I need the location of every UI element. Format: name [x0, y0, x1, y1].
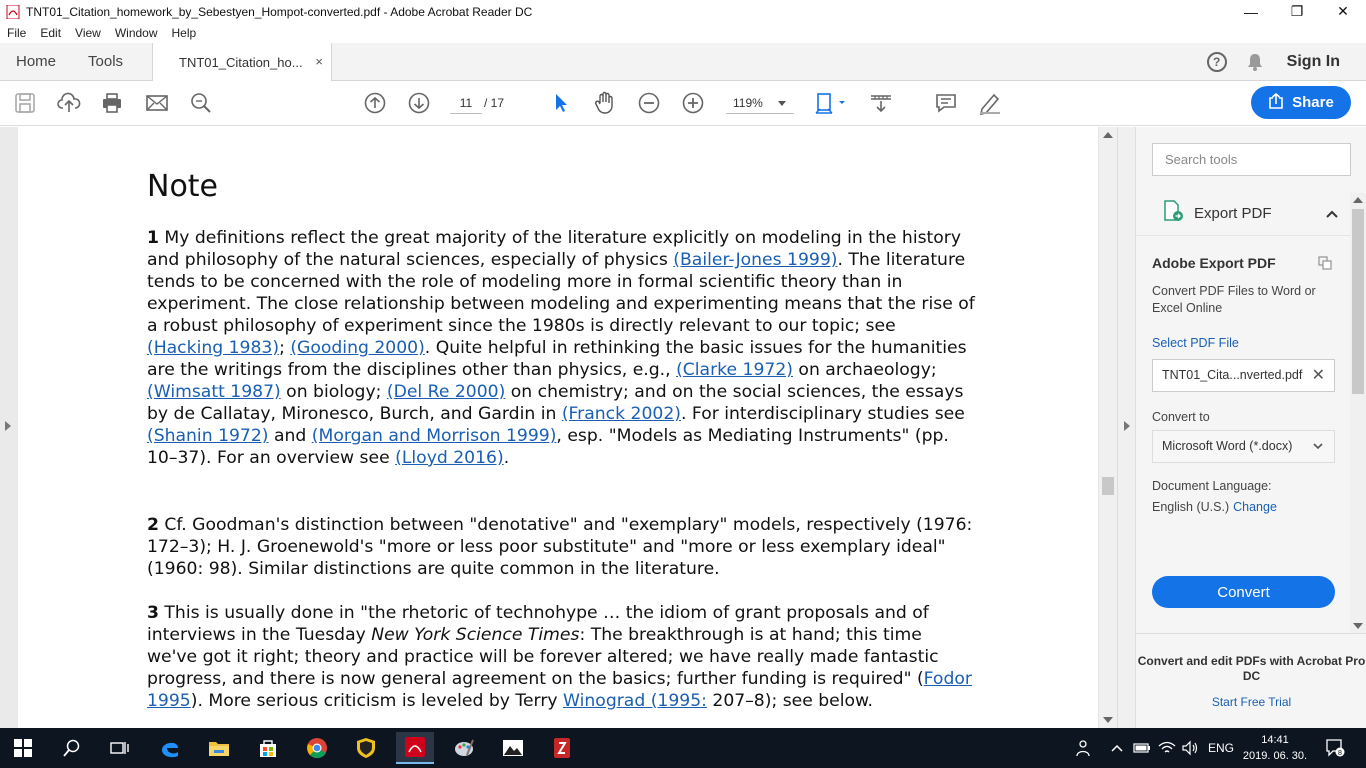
file-explorer-icon[interactable]	[200, 732, 238, 764]
toolbar	[0, 81, 1366, 126]
citation-link[interactable]: (Hacking 1983)	[147, 338, 280, 358]
help-icon[interactable]: ?	[1207, 52, 1227, 72]
windows-start-icon[interactable]	[4, 732, 42, 764]
chevron-right-icon	[5, 421, 11, 431]
scroll-down-arrow[interactable]	[1103, 717, 1113, 723]
right-pane-toggle[interactable]	[1117, 127, 1135, 728]
battery-icon[interactable]	[1133, 728, 1151, 768]
action-center-icon[interactable]	[1325, 738, 1345, 758]
select-pdf-file-link[interactable]: Select PDF File	[1152, 336, 1239, 350]
start-free-trial-link[interactable]: Start Free Trial	[1211, 695, 1292, 709]
people-icon[interactable]	[1073, 728, 1091, 768]
edge-browser-icon[interactable]	[151, 732, 189, 764]
minimize-button[interactable]: —	[1244, 3, 1258, 20]
export-pdf-label: Export PDF	[1194, 204, 1272, 222]
wifi-icon[interactable]	[1158, 728, 1176, 768]
close-button[interactable]: ✕	[1337, 3, 1349, 19]
select-cursor-icon[interactable]	[549, 91, 573, 115]
note-paragraph: 2 Cf. Goodman's distinction between "denotative" and "exemplary" models, respectively (1976: 172–3); H. J. Groenewold's "more or less poor substitute" and "more or less exemplary ideal" (1960: 98). Similar distinctions are quite common in the literature.	[147, 515, 973, 579]
citation-link[interactable]: (Lloyd 2016)	[395, 448, 504, 468]
menu-view[interactable]: View	[75, 26, 101, 40]
format-select[interactable]	[1152, 430, 1335, 463]
notification-count: 8	[1338, 750, 1342, 757]
export-description: Convert PDF Files to Word or Excel Online	[1152, 284, 1316, 315]
citation-link[interactable]: (Del Re 2000)	[386, 382, 506, 402]
close-tab-icon[interactable]: ×	[315, 54, 323, 69]
note-paragraph: 3 This is usually done in "the rhetoric of technohype … the idiom of grant proposals and of interviews in the Tuesday New York Science Times: The breakthrough is at hand; this time we've got it right; theory and practice will be forever altered; we have really made fantastic progress, and there is now general agreement on the basics; further funding is required" (Fodor 1995). More serious criticism is leveled by Terry Winograd (1995: 207–8); see below.	[147, 603, 972, 711]
format-value: Microsoft Word (*.docx)	[1162, 439, 1293, 453]
chevron-right-icon	[1124, 421, 1130, 431]
citation-link[interactable]: (Bailer-Jones 1999)	[673, 250, 838, 270]
window-title: TNT01_Citation_homework_by_Sebestyen_Hompot-converted.pdf - Adobe Acrobat Reader DC	[26, 4, 533, 19]
menu-bar	[0, 23, 1366, 43]
title-bar	[0, 0, 1366, 23]
copy-icon[interactable]	[1318, 256, 1332, 270]
hand-tool-icon[interactable]	[593, 91, 617, 115]
note-number: 2	[147, 515, 159, 535]
scroll-thumb[interactable]	[1352, 209, 1364, 394]
print-icon[interactable]	[100, 91, 124, 115]
system-clock[interactable]	[1240, 732, 1310, 764]
zoom-select[interactable]	[726, 92, 794, 114]
windows-taskbar	[0, 728, 1366, 768]
selected-file-name: TNT01_Cita...nverted.pdf	[1162, 368, 1303, 382]
scroll-thumb[interactable]	[1102, 477, 1114, 495]
citation-link[interactable]: (Morgan and Morrison 1999)	[311, 426, 557, 446]
export-title: Adobe Export PDF	[1152, 255, 1276, 271]
paint-palette-icon[interactable]	[445, 732, 483, 764]
acrobat-icon	[6, 5, 20, 19]
menu-file[interactable]: File	[7, 26, 27, 40]
language-value: English (U.S.)	[1152, 500, 1230, 514]
citation-link[interactable]: Fodor 1995	[147, 669, 972, 711]
citation-link[interactable]: (Clarke 1972)	[676, 360, 793, 380]
chevron-down-icon	[1312, 431, 1324, 462]
winrar-icon[interactable]	[543, 732, 581, 764]
photos-icon[interactable]	[494, 732, 532, 764]
menu-window[interactable]: Window	[114, 26, 158, 40]
chevron-down-icon	[778, 101, 786, 106]
search-icon[interactable]	[53, 732, 91, 764]
show-hidden-icons-icon[interactable]	[1111, 728, 1123, 768]
upload-cloud-icon[interactable]	[57, 91, 81, 115]
page-total: / 17	[484, 96, 505, 110]
tab-home[interactable]: Home	[16, 52, 57, 70]
citation-link[interactable]: (Wimsatt 1987)	[147, 382, 281, 402]
pdf-page	[18, 127, 1098, 728]
store-icon[interactable]	[249, 732, 287, 764]
italic-text: New York Science Times	[371, 625, 580, 645]
scroll-up-arrow[interactable]	[1103, 132, 1113, 138]
tab-document-label: TNT01_Citation_ho...	[179, 55, 303, 70]
zoom-in-icon[interactable]	[681, 91, 705, 115]
chrome-icon[interactable]	[298, 732, 336, 764]
note-number: 1	[147, 228, 159, 248]
restore-button[interactable]: ❐	[1290, 3, 1304, 19]
clear-file-icon[interactable]: ✕	[1311, 367, 1325, 384]
pro-promo	[1136, 633, 1366, 728]
menu-edit[interactable]: Edit	[40, 26, 62, 40]
tab-tools[interactable]: Tools	[88, 52, 124, 70]
export-pdf-header[interactable]	[1136, 193, 1351, 233]
export-pdf-card	[1136, 235, 1351, 631]
input-language[interactable]: ENG	[1208, 741, 1235, 755]
page-heading: Note	[147, 169, 219, 204]
task-view-icon[interactable]	[100, 732, 138, 764]
note-paragraph: 1 My definitions reflect the great majority of the literature explicitly on modeling in the history and philosophy of the natural sciences, especially of physics (Bailer-Jones 1999). The literature tends to be concerned with the role of modeling more in formal scientific theory than in experiment. The close relationship between modeling and experimenting means that the rise of a robust philosophy of experiment since the 1980s is directly relevant to our topic; see (Hacking 1983); (Gooding 2000). Quite helpful in rethinking the basic issues for the humanities are the writings from the disciplines other than physics, e.g., (Clarke 1972) on archaeology; (Wimsatt 1987) on biology; (Del Re 2000) on chemistry; and on the social sciences, the essays by de Callatay, Mironesco, Burch, and Gardin in (Franck 2002). For interdisciplinary studies see (Shanin 1972) and (Morgan and Morrison 1999), esp. "Models as Mediating Instruments" (pp. 10–37). For an overview see (Lloyd 2016).	[147, 228, 975, 468]
previous-page-icon[interactable]	[363, 91, 387, 115]
zoom-value: 119%	[733, 96, 763, 110]
email-icon[interactable]	[145, 91, 169, 115]
selected-file-field[interactable]	[1152, 359, 1335, 392]
page-number-input[interactable]: 11	[450, 92, 482, 114]
clock-time: 14:41	[1261, 734, 1289, 746]
document-viewport[interactable]	[0, 127, 1117, 728]
change-language-link[interactable]: Change	[1233, 500, 1277, 514]
scroll-mode-icon[interactable]	[869, 91, 893, 115]
citation-link[interactable]: (Franck 2002)	[561, 404, 681, 424]
share-icon	[1268, 93, 1284, 113]
acrobat-taskbar-icon[interactable]	[396, 732, 434, 764]
clock-date: 2019. 06. 30.	[1242, 750, 1308, 762]
pen-highlight-icon[interactable]	[978, 91, 1002, 115]
comment-icon[interactable]	[934, 91, 958, 115]
export-pdf-icon	[1162, 200, 1184, 226]
fit-page-icon[interactable]	[813, 91, 849, 115]
sign-in-link[interactable]: Sign In	[1286, 53, 1340, 70]
tab-document[interactable]	[152, 43, 332, 82]
zoom-out-icon[interactable]	[637, 91, 661, 115]
chevron-up-icon[interactable]	[1325, 206, 1339, 222]
save-icon[interactable]	[13, 91, 37, 115]
document-language-label: Document Language:	[1152, 479, 1272, 493]
note-number: 3	[147, 603, 159, 623]
shield-icon[interactable]	[347, 732, 385, 764]
menu-help[interactable]: Help	[171, 26, 197, 40]
share-label: Share	[1292, 94, 1334, 111]
next-page-icon[interactable]	[407, 91, 431, 115]
tools-pane	[1135, 127, 1366, 728]
citation-link[interactable]: Winograd (1995:	[563, 691, 707, 711]
citation-link[interactable]: (Gooding 2000)	[290, 338, 425, 358]
search-zoom-icon[interactable]	[189, 91, 213, 115]
bell-icon[interactable]	[1247, 53, 1263, 71]
document-language	[1152, 500, 1277, 514]
scroll-up-arrow[interactable]	[1353, 197, 1363, 203]
scroll-down-arrow[interactable]	[1353, 623, 1363, 629]
tab-bar	[0, 43, 1366, 81]
promo-text: Convert and edit PDFs with Acrobat Pro DC	[1137, 654, 1366, 683]
document-scrollbar[interactable]	[1099, 127, 1117, 728]
tools-pane-scrollbar[interactable]	[1350, 193, 1366, 633]
convert-button[interactable]: Convert	[1152, 576, 1335, 608]
volume-icon[interactable]	[1181, 728, 1199, 768]
share-button[interactable]	[1251, 86, 1351, 119]
convert-to-label: Convert to	[1152, 410, 1210, 424]
search-tools-input[interactable]: Search tools	[1152, 143, 1351, 176]
citation-link[interactable]: (Shanin 1972)	[147, 426, 269, 446]
left-pane-toggle[interactable]	[0, 127, 18, 728]
header-actions	[1207, 43, 1366, 81]
